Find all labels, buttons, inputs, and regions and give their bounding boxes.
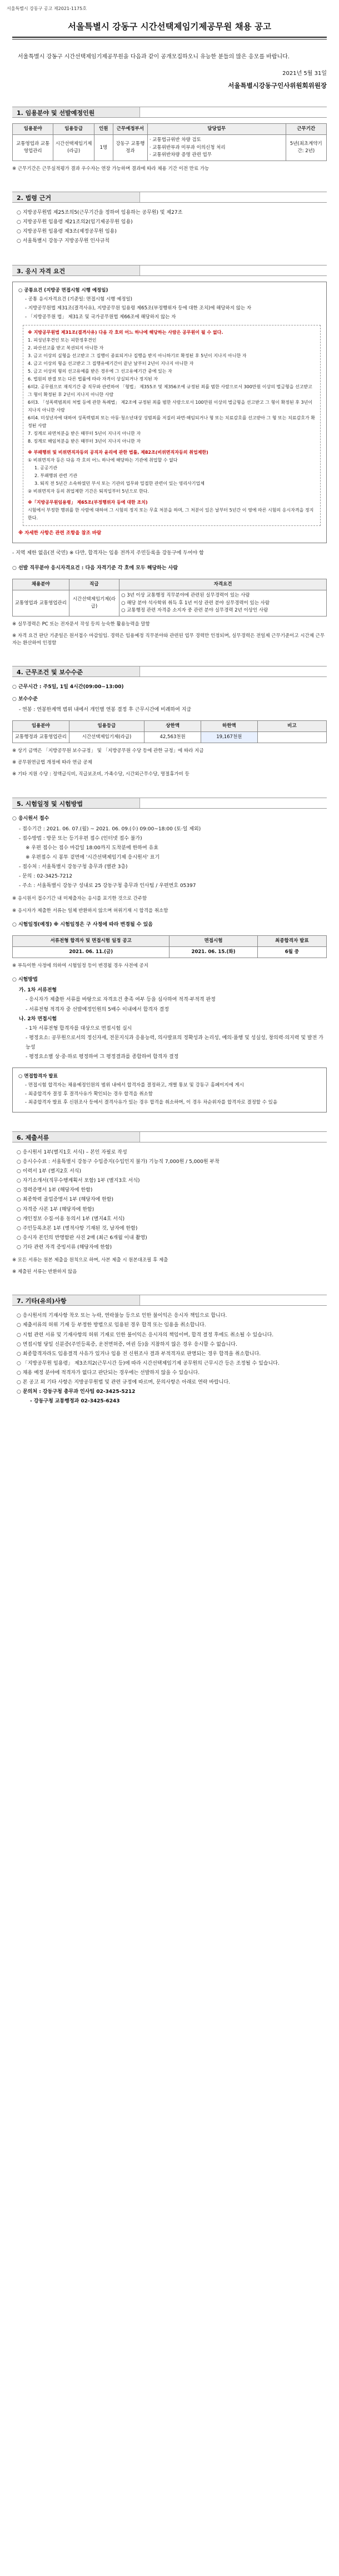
list-item: ○ 서울특별시 강동구 지방공무원 인사규칙 — [17, 238, 110, 244]
list-item: 3. 퇴직 전 5년간 소속하였던 부서 또는 기관의 업무와 밀접한 관련이 있는 영리사기업체 — [34, 481, 205, 487]
list-item: ○ 기타 관련 자격 증빙서류 (해당자에 한함) — [17, 1244, 112, 1250]
list-item: ○ 개인정보 수집·이용 동의서 1부 (별지4호 서식) — [17, 1216, 125, 1222]
section-6-header — [12, 1131, 327, 1142]
section-1-note: ※ 근무기간은 근무실적평가 결과 우수자는 연장 가능하며 결과에 따라 채용 기간 이전 만료 가능 — [12, 166, 210, 172]
table-header: 비고 — [257, 720, 326, 731]
table-header: 하한액 — [201, 720, 257, 731]
cell-field: 교통영업과 교통영업관리 — [13, 135, 53, 161]
table-header: 면접시험 — [170, 935, 257, 946]
documents-list — [12, 1148, 327, 1252]
list-item: ○ 최종합격자라도 임용결격 사유가 있거나 임용 전 신원조사 결과 부적격자로 판명되는 경우 합격을 취소합니다. — [17, 1351, 261, 1357]
table-header: 임용등급 — [53, 124, 94, 135]
list-item: 6의2. 공무원으로 재직기간 중 직무와 관련하여 「형법」 제355조 및 제356조에 규정된 죄를 범한 사람으로서 300만원 이상의 벌금형을 선고받고 그 형이 확정된 후 2년이 지나지 아니한 사람 — [28, 384, 312, 398]
intro-text: 서울특별시 강동구 시간선택제임기제공무원을 다음과 같이 공개모집하오니 유능한 분들의 많은 응모를 바랍니다. — [18, 54, 290, 61]
contact-line: - 강동구청 교통행정과 02-3425-6243 — [30, 1399, 120, 1405]
cell-field: 교통행정과 교통영업관리 — [13, 731, 69, 743]
list-item: ○ 응시원서 1부(별지1호 서식) – 본인 자필로 작성 — [17, 1150, 127, 1155]
section-7-header — [12, 1295, 327, 1306]
section-6-title: 6. 제출서류 — [12, 1132, 140, 1142]
notes-list — [12, 1311, 327, 1406]
list-item: 3. 금고 이상의 실형을 선고받고 그 집행이 종료되거나 집행을 받지 아니하기로 확정된 후 5년이 지나지 아니한 자 — [28, 353, 247, 359]
cell-period: 5년(최초계약기간: 2년) — [286, 135, 326, 161]
list-item: ○ 3년 이상 교통행정 직무분야에 관련된 실무경력이 있는 사람 — [121, 593, 250, 599]
list-item: - 면접시험 합격자는 채용예정인원의 범위 내에서 합격자를 결정하고, 개별 통보 및 강동구 홈페이지에 게시 — [25, 1082, 244, 1088]
table-row — [13, 946, 327, 958]
list-item: ○ 응시수수료 : 서울특별시 강동구 수입증지(수입인지 불가) 기능직 7,000원 / 5,000원 부착 — [17, 1159, 220, 1165]
list-item: ○ 지방공무원법 제25조의5(근무기간을 정하여 임용하는 공무원) 및 제27조 — [17, 210, 183, 216]
list-item: - 접수처 : 서울특별시 강동구청 총무과 (별관 3층) — [19, 864, 128, 870]
application-list — [12, 825, 327, 891]
section-5-title: 5. 시험일정 및 시험방법 — [12, 798, 140, 808]
disqualification-title: ※ 지방공무원법 제31조(결격사유) 다음 각 호의 어느 하나에 해당하는 사람은 공무원이 될 수 없다. — [28, 330, 223, 335]
disqualification-box — [23, 325, 321, 526]
cell-upper: 42,563천원 — [144, 731, 201, 743]
list-item: - 응시자가 제출한 서류를 바탕으로 자격요건 충족 여부 등을 심사하여 적격·부적격 판정 — [26, 997, 216, 1003]
list-item: - 공통 응시자격요건 (기준일: 면접시험 시행 예정일) — [25, 297, 132, 303]
region-note: - 지역 제한 없음(전 국민) ※ 다만, 합격자는 임용 전까지 주민등록을 강동구에 두어야 함 — [12, 550, 204, 557]
schedule-note: ※ 부득이한 사정에 의하여 시험일정 등이 변경될 경우 사전에 공지 — [12, 963, 148, 969]
salary-note: ※ 상기 금액은 「지방공무원 보수규정」 및 「지방공무원 수당 등에 관한 규정」에 따라 지급 — [12, 748, 204, 754]
duty-item: · 교통법규위반 차량 검토 — [149, 137, 201, 143]
list-item: 나. 2차 면접시험 — [19, 1016, 57, 1022]
list-item: ○ 채용 예정 분야에 적격자가 없다고 판단되는 경우에는 선발하지 않을 수 있습니다. — [17, 1370, 200, 1376]
list-item: ※ 우편 접수는 접수 마감일 18:00까지 도착분에 한하여 유효 — [26, 845, 158, 851]
schedule-table — [12, 935, 327, 958]
list-item: - 서류전형 적격자 중 선발예정인원의 5배수 이내에서 합격자 결정 — [26, 1006, 169, 1013]
result-title: ○ 면접합격자 발표 — [18, 1074, 58, 1080]
positions-table — [12, 123, 327, 161]
requirements-note: ※ 자격 요건 판단 기준일은 원서접수 마감일임. 경력은 임용예정 직무분야와 관련된 업무 경력만 인정되며, 실무경력은 전일제 근무기준이고 시간제 근무자는 환산하여 인정함 — [12, 633, 325, 646]
list-item: ○ 해당 분야 석사학위 취득 후 1년 이상 관련 분야 실무경력이 있는 사람 — [121, 600, 270, 606]
table-header: 직급 — [69, 579, 119, 590]
cell-grade: 시간선택제임기제(라급) — [69, 731, 144, 743]
section-7-title: 7. 기타(유의)사항 — [12, 1295, 140, 1305]
cell-requirements — [119, 590, 327, 617]
list-item: ○ 지방공무원 임용령 제3조(제정공무원 임용) — [17, 229, 117, 235]
application-note: ※ 응시자가 제출한 서류는 일체 반환하지 않으며 허위기재 시 합격을 취소함 — [12, 908, 168, 914]
cell-note — [257, 731, 326, 743]
cell-lower: 19,167천원 — [201, 731, 257, 743]
table-header: 최종합격자 발표 — [257, 935, 326, 946]
table-header: 임용분야 — [13, 720, 69, 731]
section-3-header — [12, 265, 327, 276]
requirements-note: ※ 실무경력은 PC 또는 전자문서 작성 등의 능숙한 활용능력을 말함 — [12, 621, 150, 627]
list-item: 8. 징계로 해임처분을 받은 때부터 3년이 지나지 아니한 자 — [28, 439, 141, 444]
list-item: 시험에서 부정한 행위를 한 사람에 대하여 그 시험의 정지 또는 무효 처분을 하며, 그 처분이 있은 날부터 5년간 이 영에 따른 시험의 응시자격을 정지한다. — [28, 508, 314, 521]
schedule-title: ○ 시험일정(예정) ※ 시험일정은 구 사정에 따라 변경될 수 있음 — [12, 921, 153, 928]
section-5-header — [12, 798, 327, 809]
work-hours: ○ 근무시간 : 주5일, 1일 4시간(09:00~13:00) — [12, 684, 124, 690]
application-title: ○ 응시원서 접수 — [12, 815, 49, 821]
list-item: 2. 파산선고를 받고 복권되지 아니한 자 — [28, 345, 104, 351]
list-item: ○ 「지방공무원 임용령」 제3조의2(근무시간 등)에 따라 시간선택제임기제 공무원의 근무시간 등은 조정될 수 있습니다. — [17, 1360, 280, 1366]
list-item: ○ 응시원서의 기재사항 착오 또는 누락, 연락불능 등으로 인한 불이익은 응시자 책임으로 합니다. — [17, 1313, 227, 1319]
section-2-header — [12, 192, 327, 203]
salary-note: ※ 기타 지원 수당 : 정액급식비, 직급보조비, 가족수당, 시간외근무수당, 명절휴가비 등 — [12, 771, 190, 778]
notice-date: 2021년 5월 31일 — [282, 70, 327, 77]
list-item: - 문의 : 02-3425-7212 — [19, 874, 73, 880]
list-item: ○ 응시자 본인의 반명함판 사진 2매 (최근 6개월 이내 촬영) — [17, 1235, 147, 1241]
page-title: 서울특별시 강동구 시간선택제임기제공무원 채용 공고 — [12, 20, 327, 38]
cell-grade: 시간선택제임기제(라급) — [53, 135, 94, 161]
list-item: ○ 지방공무원 임용령 제21조의2(임기제공무원 임용) — [17, 219, 133, 225]
eligibility-box — [12, 282, 327, 543]
table-header: 자격요건 — [119, 579, 327, 590]
list-item: - 「지방공무원 법」 제31조 및 국가공무원법 제66조에 해당하지 않는 자 — [25, 314, 176, 320]
table-row — [13, 731, 327, 743]
table-header: 인원 — [94, 124, 113, 135]
table-header: 근무기간 — [286, 124, 326, 135]
table-row — [13, 590, 327, 617]
misconduct-title: ※「지방공무원임용령」 제65조(부정행위자 등에 대한 조치) — [28, 500, 148, 505]
section-4-header — [12, 666, 327, 677]
table-header: 상한액 — [144, 720, 201, 731]
table-header: 채용분야 — [13, 579, 69, 590]
table-header: 임용등급 — [69, 720, 144, 731]
table-header: 근무예정부서 — [113, 124, 147, 135]
salary-note: ※ 공무원연금법 개정에 따라 연금 공제 — [12, 760, 92, 766]
list-item: ○ 이력서 1부 (별지2호 서식) — [17, 1169, 82, 1175]
result-box — [12, 1068, 327, 1112]
duty-item: · 교통위반부과 미부과 이의신청 처리 — [149, 144, 226, 151]
list-item: 6의4. 미성년자에 대하여 성폭력범죄 또는 아동·청소년대상 성범죄를 저질러 파면·해임되거나 형 또는 치료감호를 선고받아 그 형 또는 치료감호가 확정된 사람 — [28, 415, 315, 429]
list-item: 1. 공공기관 — [34, 465, 58, 471]
list-item: ○ 제출서류의 허위 기재 등 부정한 방법으로 임용된 경우 합격 또는 임용을 취소합니다. — [17, 1322, 206, 1329]
list-item: - 접수방법 : 방문 또는 등기우편 접수 (인터넷 접수 불가) — [19, 835, 142, 841]
documents-note: ※ 모든 서류는 원본 제출을 원칙으로 하며, 사본 제출 시 원본대조필 후 제출 — [12, 1257, 168, 1264]
cell-field: 교통영업과 교통영업관리 — [13, 590, 69, 617]
cell-grade: 시간선택제임기제(라급) — [69, 590, 119, 617]
cell-date: 2021. 06. 11.(금) — [13, 946, 170, 958]
list-item: - 주소 : 서울특별시 강동구 성내로 25 강동구청 총무과 인사팀 / 우편번호 05397 — [19, 883, 196, 889]
list-item: ※ 우편접수 시 봉투 겉면에 '시간선택제임기제 응시원서' 표기 — [26, 854, 160, 860]
list-item: 가. 1차 서류전형 — [19, 988, 57, 994]
list-item: - 평정요소: 공무원으로서의 정신자세, 전문지식과 응용능력, 의사발표의 정확성과 논리성, 예의·품행 및 성실성, 창의력·의지력 및 발전 가능성 — [26, 1035, 323, 1050]
list-item: 7. 징계로 파면처분을 받은 때부터 5년이 지나지 아니한 자 — [28, 431, 141, 437]
list-item: 6의3. 「성폭력범죄의 처벌 등에 관한 특례법」 제2조에 규정된 죄를 범한 사람으로서 100만원 이상의 벌금형을 선고받고 그 형이 확정된 후 3년이 지나지 아니한 사람 — [28, 400, 313, 413]
section-1-title: 1. 임용분야 및 선발예정인원 — [12, 107, 140, 117]
method-title: ○ 시험방법 — [12, 977, 38, 983]
duty-item: · 교통위반차량 증명 관련 업무 — [149, 152, 212, 158]
list-item: ○ 면접시험 당일 신분증(주민등록증, 운전면허증, 여권 등)을 지참하지 않은 경우 응시할 수 없습니다. — [17, 1341, 237, 1347]
law-list — [12, 208, 327, 246]
section-2-title: 2. 법령 근거 — [12, 192, 140, 202]
section-4-title: 4. 근무조건 및 보수수준 — [12, 666, 140, 676]
cell-date: 2021. 06. 15.(화) — [170, 946, 257, 958]
list-item: ○ 시험 관련 서류 및 기재사항의 허위 기재로 인한 불이익은 응시자의 책임이며, 합격 결정 후에도 취소될 수 있습니다. — [17, 1332, 274, 1338]
cell-date: 6월 중 — [257, 946, 326, 958]
contact-line: ○ 문의처 : 강동구청 총무과 인사팀 02-3425-5212 — [17, 1389, 136, 1395]
list-item: - 지방공무원법 제31조(결격사유), 지방공무원 임용령 제65조(부정행위자 등에 대한 조치)에 해당하지 않는 자 — [25, 305, 252, 311]
issuer-name: 서울특별시강동구인사위원회위원장 — [228, 82, 327, 90]
requirements-table — [12, 579, 327, 617]
list-item: ○ 경력증명서 1부 (해당자에 한함) — [17, 1187, 93, 1194]
anticorruption-title: ※ 부패행위 및 비위면직자등의 공직자 윤리에 관한 법률, 제82조(비위면직자등의 취업제한) — [28, 450, 208, 455]
list-item: - 최종합격자 결정 후 결격사유가 확인되는 경우 합격을 취소함 — [25, 1091, 153, 1097]
list-item: 5. 금고 이상의 형의 선고유예를 받은 경우에 그 선고유예기간 중에 있는 자 — [28, 369, 172, 374]
salary-table — [12, 720, 327, 743]
salary-desc: - 연봉 : 연봉한계액 범위 내에서 개인별 연봉 결정 후 근무시간에 비례하여 지급 — [19, 706, 192, 713]
salary-title: ○ 보수수준 — [12, 696, 38, 702]
list-item: - 평정요소별 상·중·하로 평정하여 그 평정결과를 종합하여 합격자 결정 — [26, 1054, 179, 1060]
eligibility-title: ○ 공통요건 (지방공 면접시험 시행 예정일) — [18, 288, 108, 294]
cell-dept: 강동구 교통행정과 — [113, 135, 147, 161]
list-item: ○ 최종학력 졸업증명서 1부 (해당자에 한함) — [17, 1197, 114, 1203]
list-item: ○ 본 공고 외 기타 사항은 지방공무원법 및 관련 규정에 따르며, 문의사항은 아래로 연락 바랍니다. — [17, 1380, 231, 1386]
list-item: ① 비위면직자 등은 다음 각 호의 어느 하나에 해당하는 기관에 취업할 수 없다 — [28, 458, 178, 463]
table-header: 서류전형 합격자 및 면접시험 일정 공고 — [13, 935, 170, 946]
list-item: 1. 피성년후견인 또는 피한정후견인 — [28, 338, 97, 343]
cell-duties — [147, 135, 286, 161]
list-item: 2. 부패행위 관련 기관 — [34, 473, 78, 479]
list-item: ○ 주민등록초본 1부 (병적사항 기재된 것, 남자에 한함) — [17, 1225, 138, 1231]
list-item: - 1차 서류전형 합격자를 대상으로 면접시험 실시 — [26, 1025, 132, 1031]
table-header: 담당업무 — [147, 124, 286, 135]
list-item: 4. 금고 이상의 형을 선고받고 그 집행유예기간이 끝난 날부터 2년이 지나지 아니한 자 — [28, 361, 194, 367]
list-item: 6. 법원의 판결 또는 다른 법률에 따라 자격이 상실되거나 정지된 자 — [28, 377, 158, 382]
list-item: - 접수기간 : 2021. 06. 07.(월) ~ 2021. 06. 09.(수) 09:00~18:00 (토·일 제외) — [19, 826, 201, 832]
list-item: - 최종합격자 발표 후 신원조사 등에서 결격사유가 있는 경우 합격을 취소하며, 이 경우 차순위자를 합격자로 결정할 수 있음 — [25, 1100, 278, 1106]
table-row — [13, 135, 327, 161]
cell-count: 1명 — [94, 135, 113, 161]
reference-note: ※ 자세한 사항은 관련 조항을 참조 바람 — [18, 530, 102, 537]
list-item: ② 비위면직자 등의 취업제한 기간은 퇴직일부터 5년으로 한다. — [28, 489, 149, 494]
job-requirements-title: ○ 선발 직무분야 응시자격요건 : 다음 자격기준 각 호에 모두 해당하는 사람 — [12, 565, 178, 572]
notice-number: 서울특별시 강동구 공고 제2021-1175호 — [7, 6, 87, 11]
documents-note: ※ 제출된 서류는 반환하지 않음 — [12, 1269, 77, 1275]
method-list — [12, 986, 327, 1062]
list-item: ○ 교통행정 관련 자격증 소지자 중 관련 분야 실무경력 2년 이상인 사람 — [121, 607, 268, 613]
application-note: ※ 응시원서 접수기간 내 미제출자는 응시를 포기한 것으로 간주함 — [12, 896, 147, 902]
section-1-header — [12, 107, 327, 118]
list-item: ○ 자격증 사본 1부 (해당자에 한함) — [17, 1206, 94, 1212]
section-3-title: 3. 응시 자격 요건 — [12, 265, 140, 275]
list-item: ○ 자기소개서(직무수행계획서 포함) 1부 (별지3호 서식) — [17, 1178, 140, 1184]
table-header: 임용분야 — [13, 124, 53, 135]
